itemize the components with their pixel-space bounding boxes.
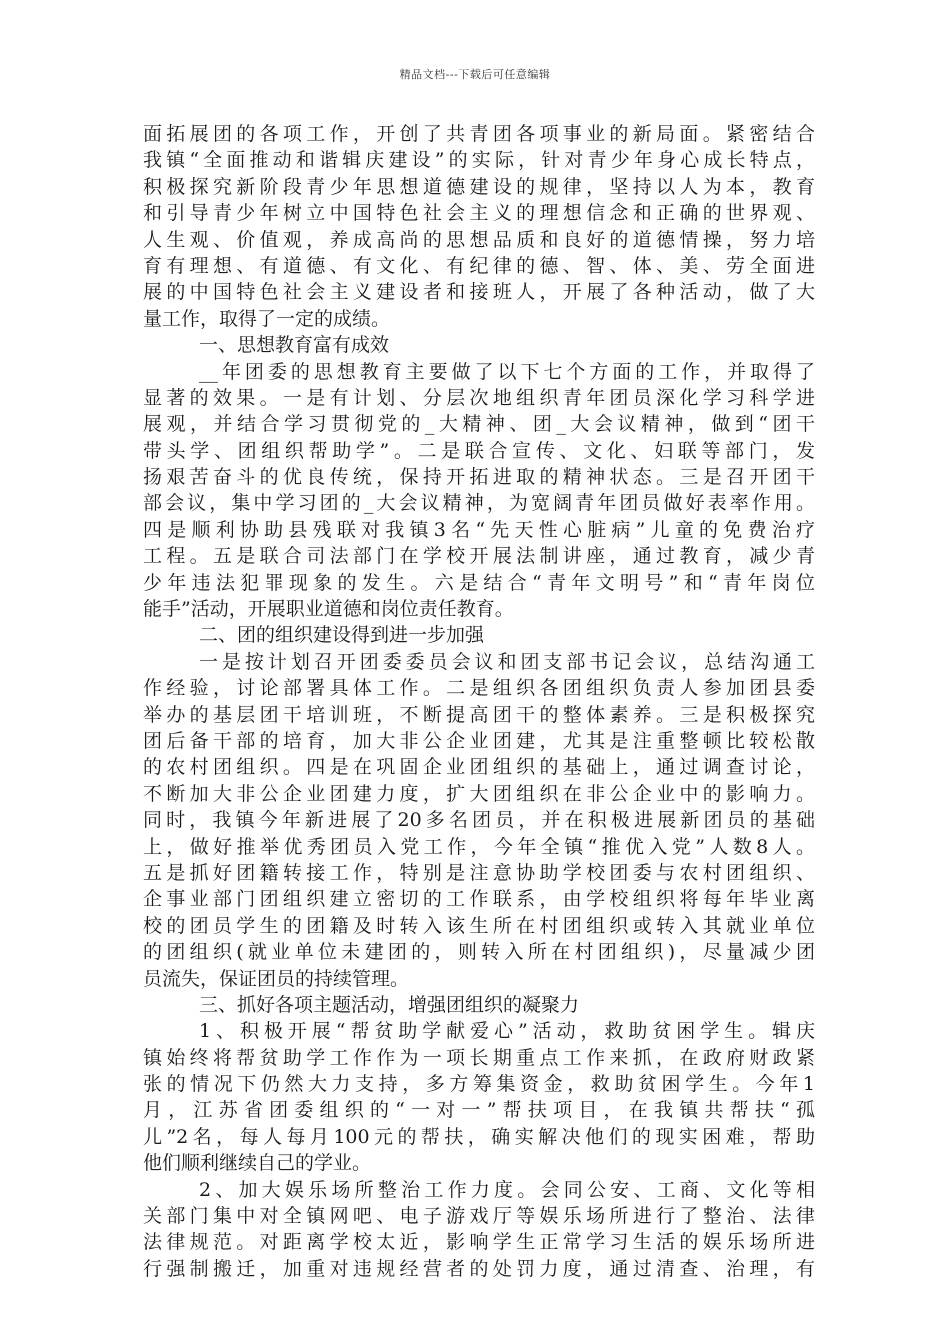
text-line: 举办的基层团干培训班，不断提高团干的整体素养。三是积极探究 — [143, 703, 815, 726]
text-line: 1、积极开展“帮贫助学献爱心”活动，救助贫困学生。辑庆 — [199, 1020, 815, 1043]
page-header: 精品文档---下载后可任意编辑 — [399, 68, 551, 81]
text-line: 量工作，取得了一定的成绩。 — [143, 307, 391, 330]
text-line: 关部门集中对全镇网吧、电子游戏厅等娱乐场所进行了整治、法律 — [143, 1205, 815, 1228]
text-line: 扬艰苦奋斗的优良传统，保持开拓进取的精神状态。三是召开团干 — [143, 466, 815, 489]
text-line: 显著的效果。一是有计划、分层次地组织青年团员深化学习科学进 — [143, 386, 815, 409]
text-line: 镇始终将帮贫助学工作作为一项长期重点工作来抓，在政府财政紧 — [143, 1046, 815, 1069]
text-line: 法律规范。对距离学校太近，影响学生正常学习生活的娱乐场所进 — [143, 1231, 815, 1254]
text-line: 四是顺利协助县残联对我镇3名“先天性心脏病”儿童的免费治疗 — [143, 518, 815, 541]
text-line: 2、加大娱乐场所整治工作力度。会同公安、工商、文化等相 — [199, 1178, 815, 1201]
text-line: 人生观、价值观，养成高尚的思想品质和良好的道德情操，努力培 — [143, 228, 815, 251]
text-line: 行强制搬迁，加重对违规经营者的处罚力度，通过清查、治理，有 — [143, 1257, 815, 1280]
section-heading: 二、团的组织建设得到进一步加强 — [199, 624, 485, 647]
text-line: 儿”2名，每人每月100元的帮扶，确实解决他们的现实困难，帮助 — [143, 1125, 815, 1148]
text-line: 部会议，集中学习团的_大会议精神，为宽阔青年团员做好表率作用。 — [143, 492, 815, 515]
text-line: 一是按计划召开团委委员会议和团支部书记会议，总结沟通工 — [199, 650, 815, 673]
text-line: 他们顺利继续自己的学业。 — [143, 1152, 372, 1175]
text-line: 展的中国特色社会主义建设者和接班人，开展了各种活动，做了大 — [143, 281, 815, 304]
text-line: 我镇“全面推动和谐辑庆建设”的实际，针对青少年身心成长特点， — [143, 149, 815, 172]
text-line: 积极探究新阶段青少年思想道德建设的规律，坚持以人为本，教育 — [143, 175, 815, 198]
text-line: 能手”活动，开展职业道德和岗位责任教育。 — [143, 598, 514, 621]
text-line: 校的团员学生的团籍及时转入该生所在村团组织或转入其就业单位 — [143, 914, 815, 937]
text-line: 的农村团组织。四是在巩固企业团组织的基础上，通过调查讨论， — [143, 756, 815, 779]
text-line: 的团组织(就业单位未建团的，则转入所在村团组织)，尽量减少团 — [143, 941, 815, 964]
text-line: 展观，并结合学习贯彻党的_大精神、团_大会议精神，做到“团干 — [143, 413, 815, 436]
text-line: 企事业部门团组织建立密切的工作联系，由学校组织将每年毕业离 — [143, 888, 815, 911]
text-line: 作经验，讨论部署具体工作。二是组织各团组织负责人参加团县委 — [143, 677, 815, 700]
text-line: 不断加大非公企业团建力度，扩大团组织在非公企业中的影响力。 — [143, 782, 815, 805]
text-line: 上，做好推举优秀团员入党工作，今年全镇“推优入党”人数8人。 — [143, 835, 815, 858]
text-line: 育有理想、有道德、有文化、有纪律的德、智、体、美、劳全面进 — [143, 254, 815, 277]
text-line: 月，江苏省团委组织的“一对一”帮扶项目，在我镇共帮扶“孤 — [143, 1099, 815, 1122]
text-line: 团后备干部的培育，加大非公企业团建，尤其是注重整顿比较松散 — [143, 729, 815, 752]
section-heading: 三、抓好各项主题活动，增强团组织的凝聚力 — [199, 993, 580, 1016]
text-line: 工程。五是联合司法部门在学校开展法制讲座，通过教育，减少青 — [143, 545, 815, 568]
document-body — [143, 121, 815, 1282]
text-line: 五是抓好团籍转接工作，特别是注意协助学校团委与农村团组织、 — [143, 861, 815, 884]
text-line: 面拓展团的各项工作，开创了共青团各项事业的新局面。紧密结合 — [143, 123, 815, 145]
text-line: 同时，我镇今年新进展了20多名团员，并在积极进展新团员的基础 — [143, 809, 815, 832]
text-line: __年团委的思想教育主要做了以下七个方面的工作，并取得了 — [199, 360, 815, 383]
text-line: 和引导青少年树立中国特色社会主义的理想信念和正确的世界观、 — [143, 202, 815, 225]
text-line: 员流失，保证团员的持续管理。 — [143, 967, 410, 990]
text-line: 少年违法犯罪现象的发生。六是结合“青年文明号”和“青年岗位 — [143, 571, 815, 594]
text-line: 带头学、团组织帮助学”。二是联合宣传、文化、妇联等部门，发 — [143, 439, 815, 462]
text-line: 张的情况下仍然大力支持，多方筹集资金，救助贫困学生。今年1 — [143, 1073, 815, 1096]
section-heading: 一、思想教育富有成效 — [199, 334, 390, 357]
